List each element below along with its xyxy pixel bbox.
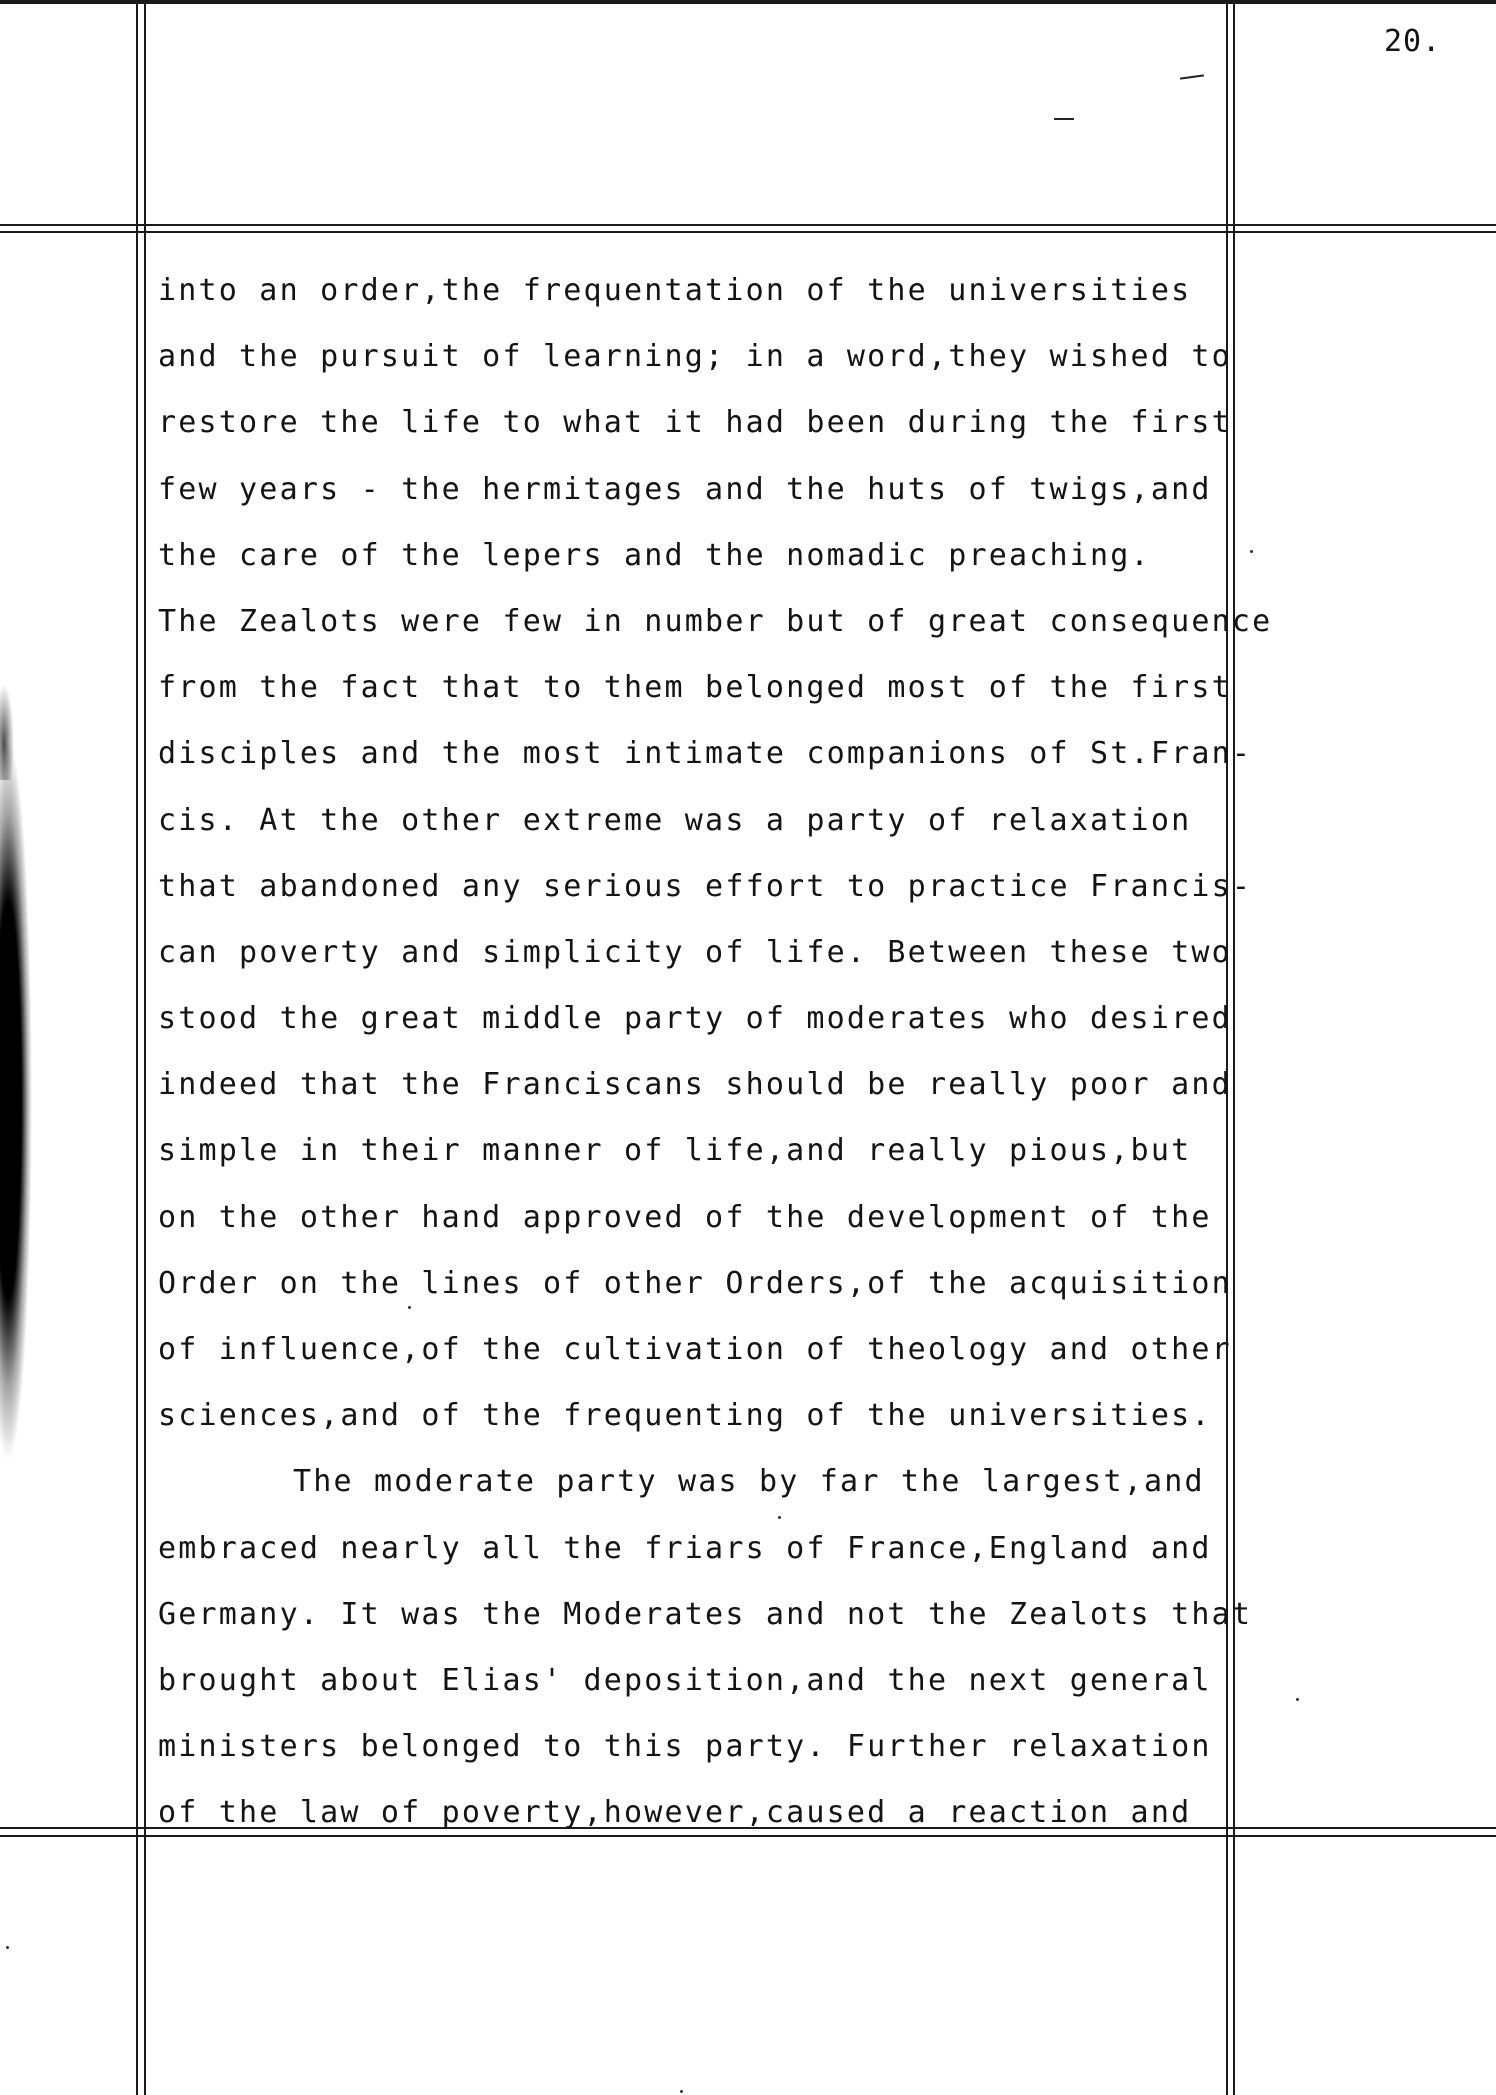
stray-mark (1054, 118, 1074, 120)
text-line: into an order,the frequentation of the universities (158, 273, 1192, 308)
text-line: can poverty and simplicity of life. Between these two (158, 934, 1232, 970)
speck (680, 2090, 683, 2093)
text-line: and the pursuit of learning; in a word,they wished to (158, 339, 1232, 375)
text-line: brought about Elias' deposition,and the next general (158, 1662, 1212, 1698)
text-line: cis. At the other extreme was a party of relaxation (158, 802, 1192, 838)
stray-mark (1180, 74, 1204, 79)
text-line: indeed that the Franciscans should be really poor and (158, 1067, 1232, 1103)
text-line: few years - the hermitages and the huts of twigs,and (158, 471, 1212, 507)
text-line: Germany. It was the Moderates and not the Zealots that (158, 1596, 1253, 1632)
scan-edge-shadow (0, 740, 34, 1460)
text-line: The moderate party was by far the largest,and (293, 1464, 1205, 1500)
text-line: from the fact that to them belonged most of the first (158, 670, 1232, 706)
text-line: the care of the lepers and the nomadic preaching. (158, 537, 1151, 573)
body-text (158, 258, 1273, 1847)
text-line: of influence,of the cultivation of theology and other (158, 1332, 1232, 1367)
text-line: The Zealots were few in number but of great consequence (158, 603, 1273, 639)
speck (1296, 1698, 1299, 1701)
text-line: of the law of poverty,however,caused a reaction and (158, 1795, 1192, 1831)
text-line: embraced nearly all the friars of France,England and (158, 1530, 1212, 1566)
left-margin-rule-outer (136, 0, 138, 2095)
text-line: that abandoned any serious effort to practice Francis- (158, 868, 1253, 904)
left-margin-rule-inner (144, 0, 146, 2095)
speck (6, 1946, 9, 1949)
text-line: stood the great middle party of moderates who desired (158, 1001, 1232, 1037)
page-number: 20. (1384, 24, 1442, 59)
header-rule-upper (0, 224, 1496, 226)
header-rule-lower (0, 231, 1496, 233)
text-line: on the other hand approved of the development of the (158, 1199, 1212, 1235)
text-line: Order on the lines of other Orders,of the acquisition (158, 1265, 1232, 1301)
text-line: disciples and the most intimate companions of St.Fran- (158, 736, 1253, 772)
text-line: restore the life to what it had been during the first (158, 405, 1232, 441)
text-line: ministers belonged to this party. Further relaxation (158, 1729, 1212, 1765)
text-line: simple in their manner of life,and really pious,but (158, 1133, 1192, 1169)
top-border (0, 0, 1496, 4)
text-line: sciences,and of the frequenting of the universities. (158, 1398, 1212, 1434)
